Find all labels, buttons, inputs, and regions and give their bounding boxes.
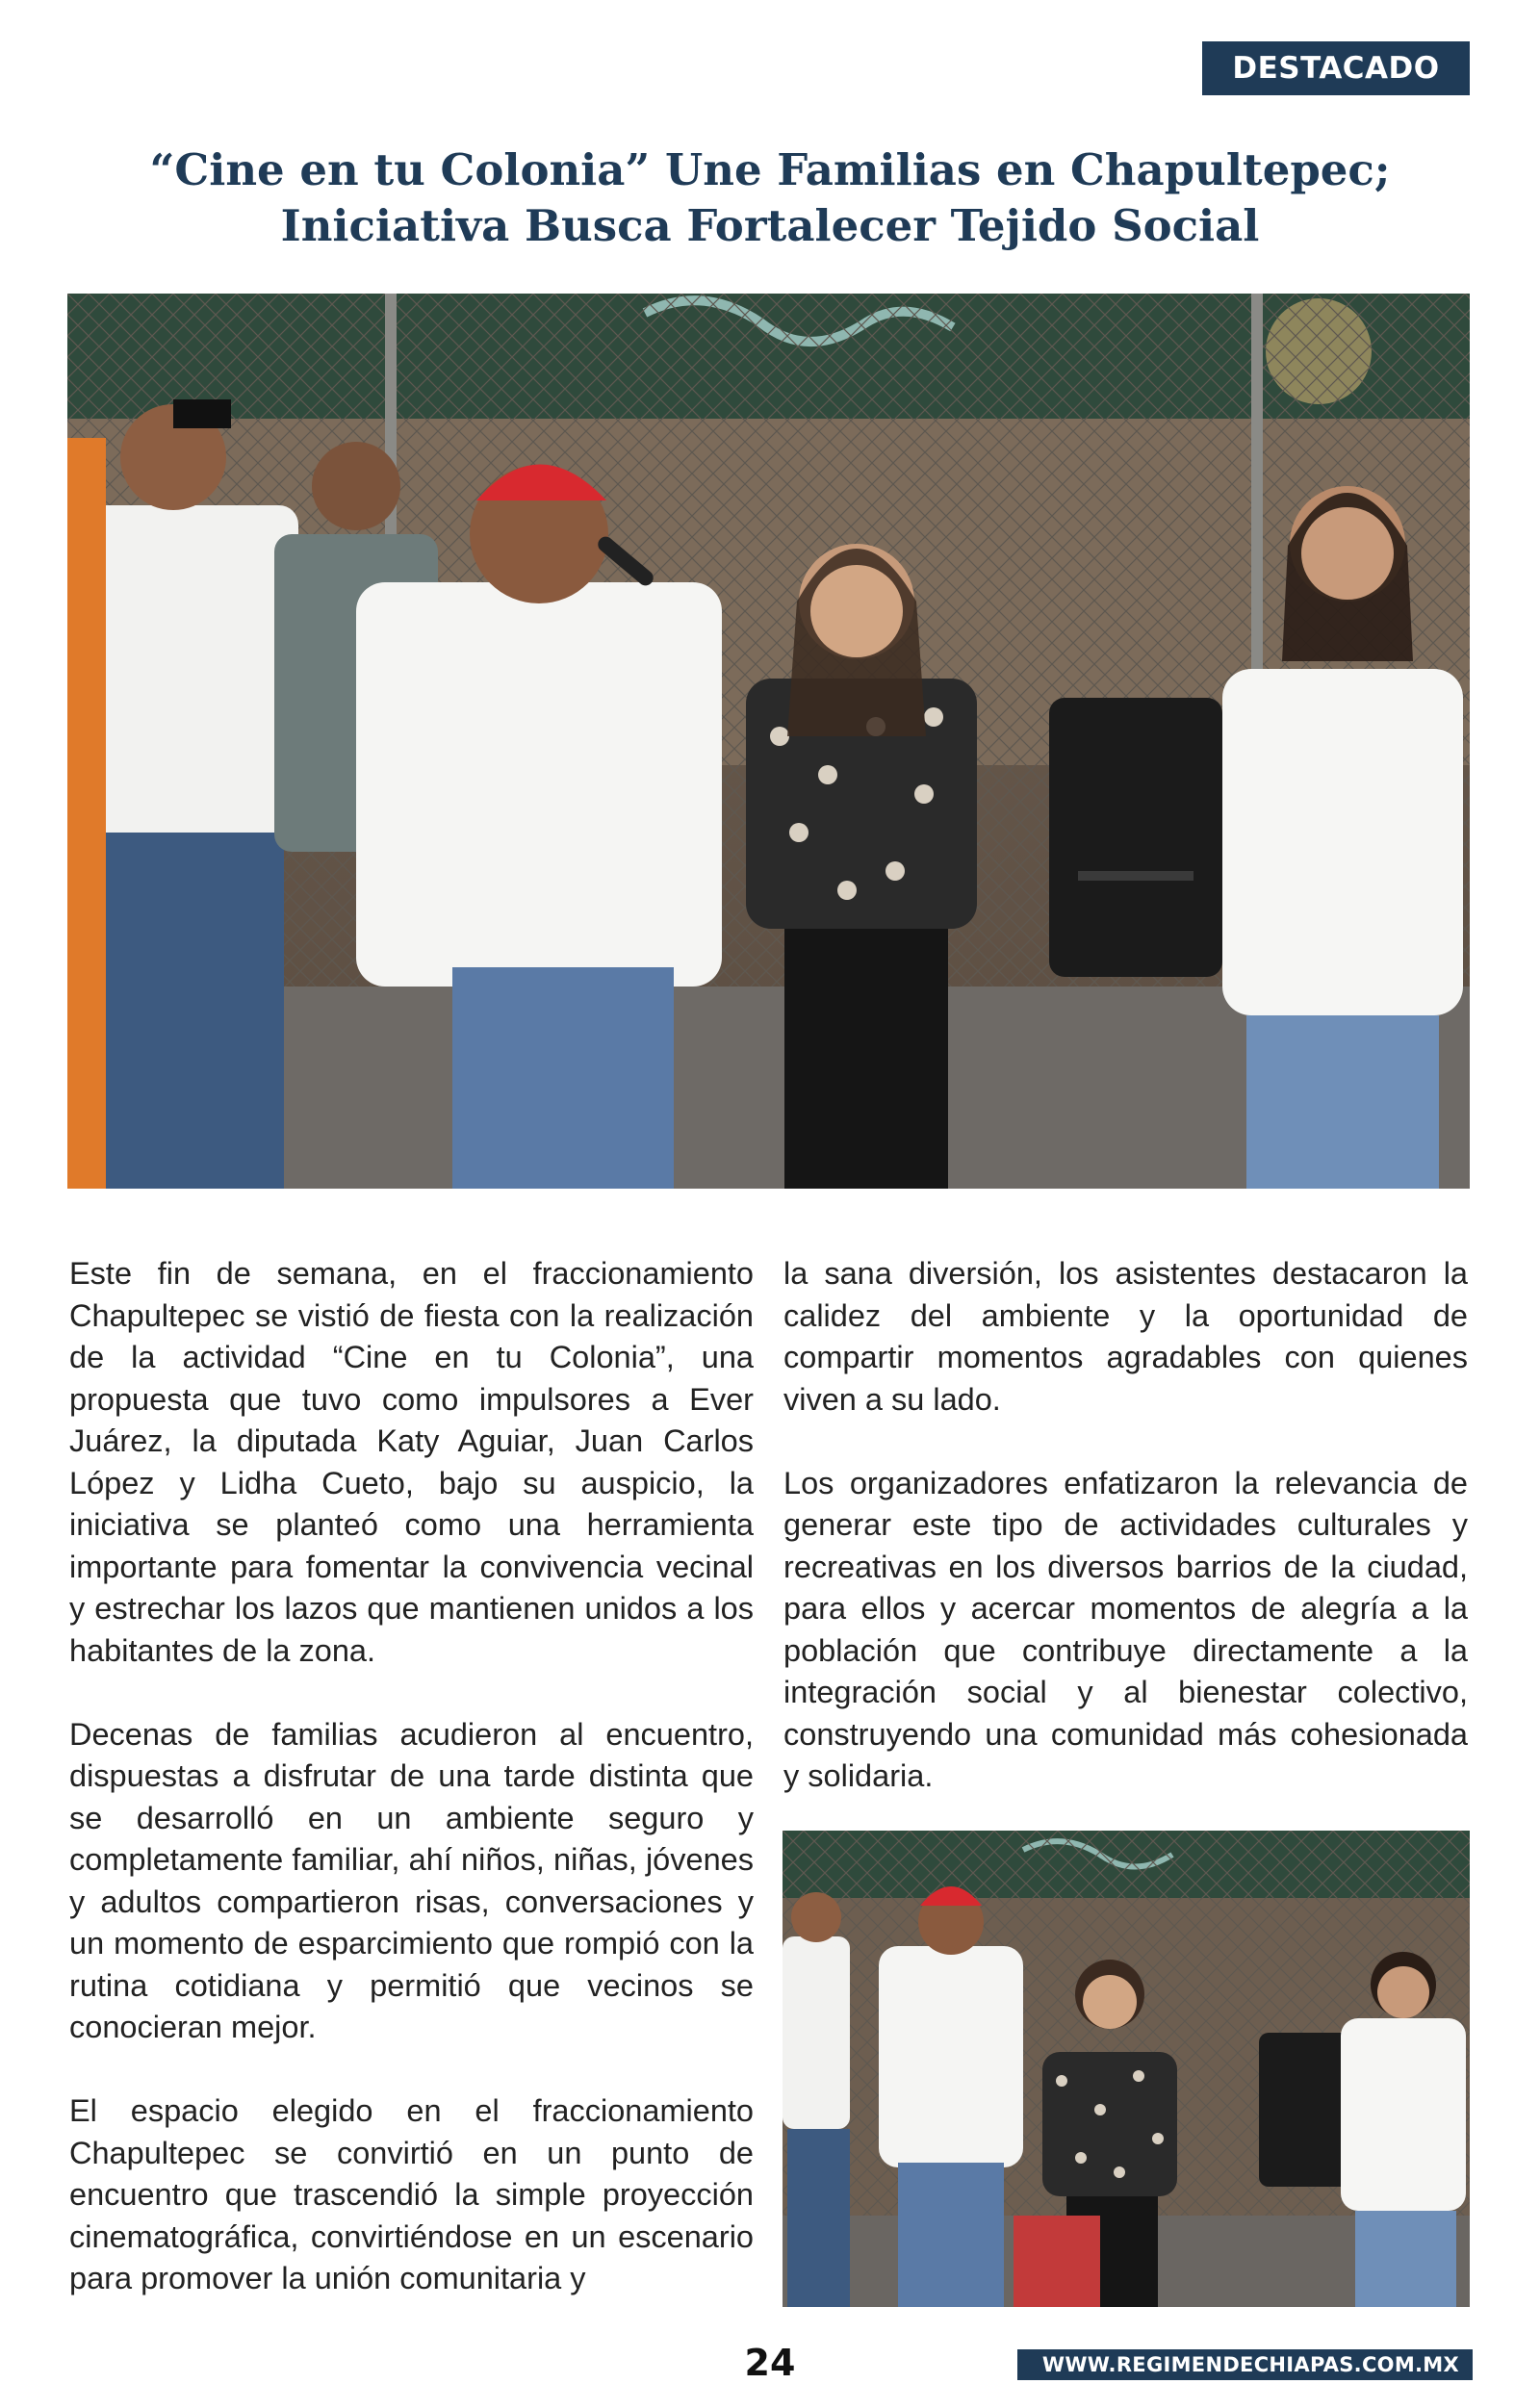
article-column-left [69, 1253, 754, 2342]
website-footer[interactable] [1017, 2349, 1473, 2380]
main-photo-illustration [67, 294, 1470, 1189]
article-column-right [783, 1253, 1468, 1839]
paragraph: El espacio elegido en el fraccionamiento Chapultepec se convirtió en un punto de encuentro que trascendió la simple proyección cinematográfica, convirtiéndose en un escenario para promover la unión comunitaria y [69, 2093, 754, 2295]
paragraph: Los organizadores enfatizaron la relevancia de generar este tipo de actividades culturales y recreativas en los diversos barrios de la ciudad, para ellos y acercar momentos de alegría a la población que contribuye directamente a la integración social y al bienestar colectivo, construyendo una comunidad más cohesionada y solidaria. [783, 1465, 1468, 1793]
paragraph: Este fin de semana, en el fraccionamiento Chapultepec se vistió de fiesta con la realización de la actividad “Cine en tu Colonia”, una propuesta que tuvo como impulsores a Ever Juárez, la diputada Katy Aguiar, Juan Carlos López y Lidha Cueto, bajo su auspicio, la iniciativa se planteó como una herramienta importante para fomentar la convivencia vecinal y estrechar los lazos que mantienen unidos a los habitantes de la zona. [69, 1256, 754, 1668]
paragraph: la sana diversión, los asistentes destacaron la calidez del ambiente y la oportunidad de compartir momentos agradables con quienes viven a su lado. [783, 1256, 1468, 1417]
secondary-event-photo [783, 1831, 1470, 2307]
secondary-photo-illustration [783, 1831, 1470, 2307]
section-tag: DESTACADO [1202, 41, 1470, 95]
article-headline: “Cine en tu Colonia” Une Familias en Chapultepec; Iniciativa Busca Fortalecer Tejido Social [149, 144, 1391, 251]
page-number: 24 [744, 2342, 796, 2384]
website-url[interactable]: WWW.REGIMENDECHIAPAS.COM.MX [1041, 2353, 1459, 2376]
paragraph: Decenas de familias acudieron al encuentro, dispuestas a disfrutar de una tarde distinta que se desarrolló en un ambiente seguro y completamente familiar, ahí niños, niñas, jóvenes y adultos compartieron risas, conversaciones y un momento de esparcimiento que rompió con la rutina cotidiana y permitió que vecinos se conocieran mejor. [69, 1716, 754, 2044]
main-event-photo [67, 294, 1470, 1189]
